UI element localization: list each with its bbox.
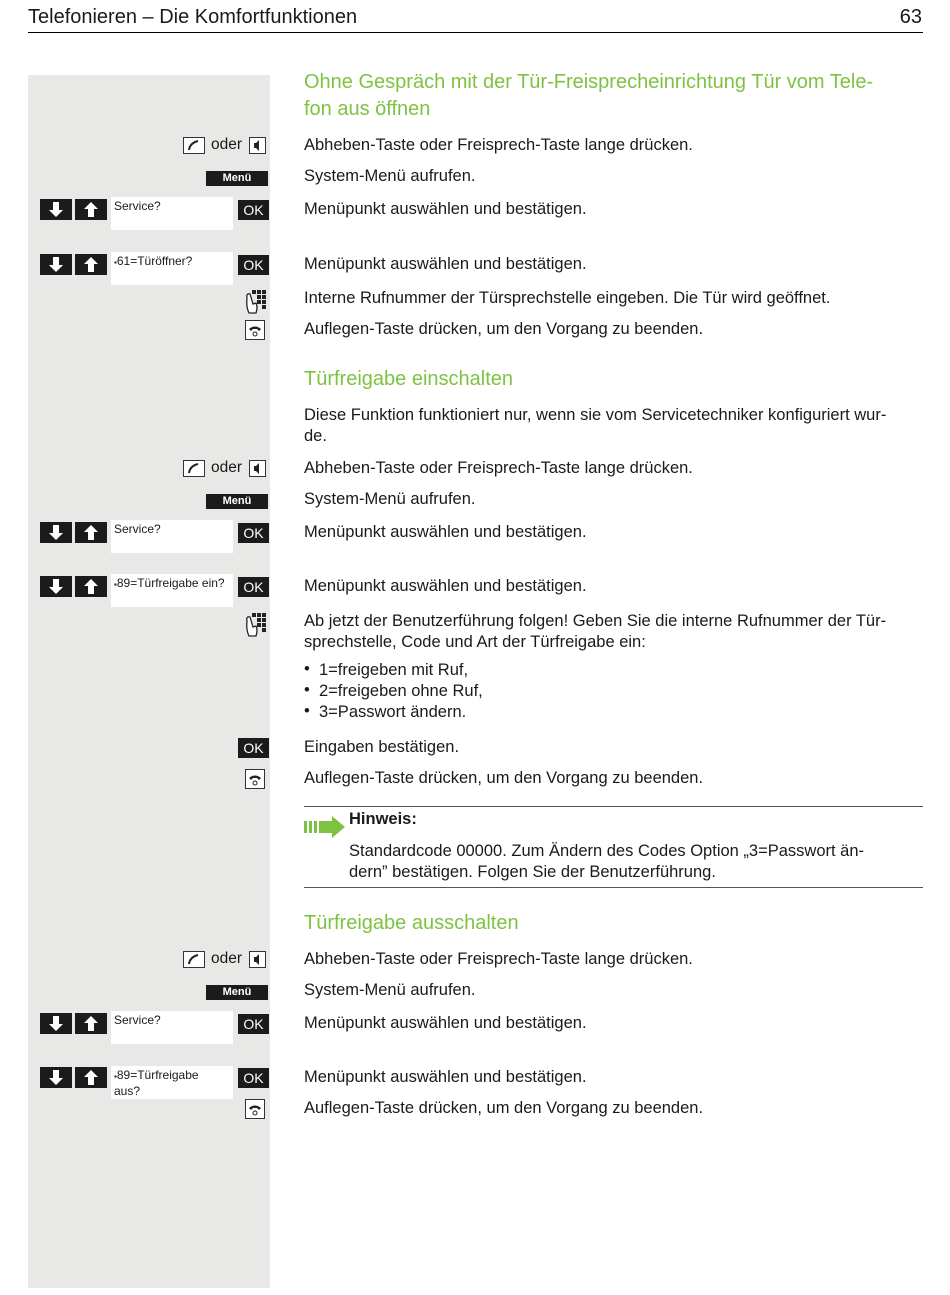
arrow-up-icon	[75, 576, 107, 597]
display-door-opener: ▪61=Türöffner?	[111, 252, 233, 285]
handset-key-icon	[183, 460, 205, 477]
bullet-item: 2=freigeben ohne Ruf,	[319, 682, 483, 700]
hang-up-key-icon	[245, 769, 265, 789]
section2-step7: Auflegen-Taste drücken, um den Vorgang zu beenden.	[304, 769, 704, 787]
header-rule	[28, 32, 923, 33]
arrow-down-icon	[40, 1013, 72, 1034]
page-header-title: Telefonieren – Die Komfortfunktionen	[28, 6, 358, 28]
ok-key: OK	[238, 577, 269, 597]
ok-key: OK	[238, 738, 269, 758]
section3-step1: Abheben-Taste oder Freisprech-Taste lange drücken.	[304, 950, 693, 968]
arrow-down-icon	[40, 199, 72, 220]
arrow-up-icon	[75, 1067, 107, 1088]
menu-key: Menü	[206, 985, 268, 1000]
section2-step4: Menüpunkt auswählen und bestätigen.	[304, 577, 587, 595]
section2-step1: Abheben-Taste oder Freisprech-Taste lange drücken.	[304, 459, 693, 477]
arrow-up-icon	[75, 522, 107, 543]
display-release-on: ▪89=Türfreigabe ein?	[111, 574, 233, 607]
section1-step4: Menüpunkt auswählen und bestätigen.	[304, 255, 587, 273]
speaker-key-icon	[249, 460, 266, 477]
arrow-down-icon	[40, 1067, 72, 1088]
bullet-item: 3=Passwort ändern.	[319, 703, 467, 721]
handset-key-icon	[183, 951, 205, 968]
section1-heading-line1: Ohne Gespräch mit der Tür-Freisprecheinrichtung Tür vom Tele-	[304, 71, 874, 93]
arrow-up-icon	[75, 1013, 107, 1034]
section1-step3: Menüpunkt auswählen und bestätigen.	[304, 200, 587, 218]
section2-intro-line1: Diese Funktion funktioniert nur, wenn sie vom Servicetechniker konfiguriert wur-	[304, 406, 887, 424]
section2-step5-line1: Ab jetzt der Benutzerführung folgen! Geben Sie die interne Rufnummer der Tür-	[304, 612, 887, 630]
section2-step6: Eingaben bestätigen.	[304, 738, 460, 756]
display-service: Service?	[111, 1011, 233, 1044]
arrow-down-icon	[40, 576, 72, 597]
section1-step2: System-Menü aufrufen.	[304, 167, 476, 185]
section3-heading: Türfreigabe ausschalten	[304, 912, 519, 934]
bullet-marker: •	[304, 660, 310, 678]
note-line1: Standardcode 00000. Zum Ändern des Codes Option „3=Passwort än-	[349, 842, 865, 860]
section3-step5: Auflegen-Taste drücken, um den Vorgang zu beenden.	[304, 1099, 704, 1117]
section1-step6: Auflegen-Taste drücken, um den Vorgang zu beenden.	[304, 320, 704, 338]
or-label: oder	[211, 459, 243, 476]
ok-key: OK	[238, 1068, 269, 1088]
speaker-key-icon	[249, 951, 266, 968]
section1-step5: Interne Rufnummer der Türsprechstelle eingeben. Die Tür wird geöffnet.	[304, 289, 831, 307]
section1-heading-line2: fon aus öffnen	[304, 98, 431, 120]
section3-step3: Menüpunkt auswählen und bestätigen.	[304, 1014, 587, 1032]
or-label: oder	[211, 950, 243, 967]
ok-key: OK	[238, 200, 269, 220]
or-label: oder	[211, 136, 243, 153]
keypad-icon	[244, 612, 266, 636]
section2-step5-line2: sprechstelle, Code und Art der Türfreigabe ein:	[304, 633, 646, 651]
handset-key-icon	[183, 137, 205, 154]
page-number: 63	[899, 6, 922, 28]
section2-heading: Türfreigabe einschalten	[304, 368, 514, 390]
note-arrow-icon	[304, 814, 346, 845]
note-top-rule	[304, 806, 923, 807]
note-title: Hinweis:	[349, 810, 417, 828]
arrow-down-icon	[40, 522, 72, 543]
arrow-down-icon	[40, 254, 72, 275]
section1-step1: Abheben-Taste oder Freisprech-Taste lange drücken.	[304, 136, 693, 154]
bullet-item: 1=freigeben mit Ruf,	[319, 661, 469, 679]
section3-step2: System-Menü aufrufen.	[304, 981, 476, 999]
keypad-icon	[244, 289, 266, 313]
hang-up-key-icon	[245, 320, 265, 340]
section2-intro-line2: de.	[304, 427, 327, 445]
display-release-off: ▪89=Türfreigabe aus?	[111, 1066, 233, 1099]
display-service: Service?	[111, 520, 233, 553]
ok-key: OK	[238, 255, 269, 275]
display-service: Service?	[111, 197, 233, 230]
arrow-up-icon	[75, 199, 107, 220]
section2-step2: System-Menü aufrufen.	[304, 490, 476, 508]
bullet-marker: •	[304, 681, 310, 699]
hang-up-key-icon	[245, 1099, 265, 1119]
bullet-marker: •	[304, 702, 310, 720]
ok-key: OK	[238, 523, 269, 543]
note-line2: dern” bestätigen. Folgen Sie der Benutzerführung.	[349, 863, 716, 881]
section3-step4: Menüpunkt auswählen und bestätigen.	[304, 1068, 587, 1086]
note-bottom-rule	[304, 887, 923, 888]
menu-key: Menü	[206, 171, 268, 186]
ok-key: OK	[238, 1014, 269, 1034]
section2-step3: Menüpunkt auswählen und bestätigen.	[304, 523, 587, 541]
speaker-key-icon	[249, 137, 266, 154]
arrow-up-icon	[75, 254, 107, 275]
menu-key: Menü	[206, 494, 268, 509]
